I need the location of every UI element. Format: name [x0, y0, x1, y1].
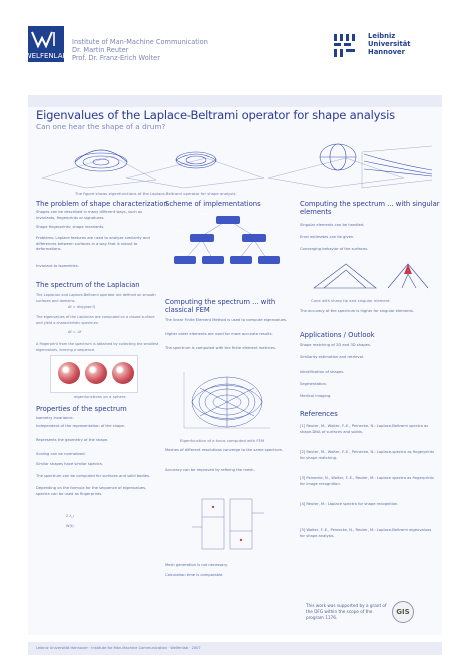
- sphere-eigenfunction-2: [85, 362, 107, 384]
- reference-5: [5] Wolter, F.-E., Peinecke, N., Reuter, M.: Laplace-Beltrami eigenvalues for shape analysis.: [300, 528, 432, 538]
- fem-bullet-5: Accuracy can be improved by refining the mesh.: [165, 468, 255, 472]
- laplacian-paragraph-2: The eigenvalues of the Laplacian are computed on a closed surface and yield a characteristic spectrum.: [36, 315, 155, 326]
- laplacian-formula-2: Δf = -λf: [68, 330, 82, 334]
- university-name: [368, 32, 411, 57]
- properties-formula-2: W(t): [66, 524, 74, 528]
- shape-characterization-bullet-3: Problems: Laplace features are used to analyze similarity and differences between surfaces in a way that is robust to deformations.: [36, 236, 150, 252]
- section-title-properties: Properties of the spectrum: [36, 405, 127, 413]
- fem-bullet-2: Higher order elements are used for more accurate results.: [165, 332, 273, 336]
- laplacian-paragraph-3: A fingerprint from the spectrum is obtained by collecting the smallest eigenvalues, forming a sequence.: [36, 342, 159, 353]
- funding-note: This work was supported by a grant of the DFG within the scope of the program 1176.: [306, 603, 387, 620]
- section-title-singular: Computing the spectrum ... with singular elements: [300, 200, 440, 216]
- fem-bullet-1: The linear Finite Element Method is used to compute eigenvalues.: [165, 318, 288, 322]
- sphere-caption: eigenfunctions on a sphere: [74, 394, 126, 399]
- shape-characterization-bullet-1: Shapes can be described in many different ways, such as invariants, fingerprints or signatures.: [36, 210, 143, 220]
- section-title-shape-characterization: The problem of shape characterization: [36, 200, 168, 208]
- shape-characterization-bullet-4: Invariant to isometries.: [36, 264, 79, 268]
- fem-bullet-6: Mesh generation is not necessary.: [165, 563, 228, 567]
- scheme-node-2d: 2D: [236, 252, 241, 256]
- scheme-node-3d: 3D: [264, 252, 269, 256]
- section-title-references: References: [300, 410, 338, 418]
- professor-name: Prof. Dr. Franz-Erich Wolter: [72, 54, 160, 62]
- properties-bullet-7: Depending on the formula for the sequence of eigenvalues, spectra can be used as fingerprints.: [36, 486, 147, 496]
- reference-2: [2] Reuter, M., Wolter, F.-E., Peinecke, N.: Laplace-spectra as fingerprints for shape matching.: [300, 450, 435, 460]
- singular-elements-diagram: [306, 256, 434, 296]
- application-bullet-4: Segmentation.: [300, 382, 328, 386]
- welfenlab-mark-icon: [30, 28, 62, 50]
- shape-characterization-bullet-2: Shape fingerprints: shape invariants.: [36, 225, 105, 229]
- properties-bullet-3: Represents the geometry of the shape.: [36, 438, 109, 442]
- university-line-1: Leibniz: [368, 32, 396, 40]
- implementation-scheme-diagram: [168, 210, 288, 280]
- figure-caption: The figure shows eigenfunctions of the Laplace-Beltrami operator for shape analysis.: [75, 191, 237, 196]
- fem-bullet-3: The spectrum is computed with the finite element matrices.: [165, 346, 276, 350]
- properties-bullet-6: The spectrum can be computed for surfaces and solid bodies.: [36, 474, 151, 478]
- application-bullet-3: Identification of shapes.: [300, 370, 345, 374]
- scheme-node-mesh: Mesh: [199, 212, 209, 216]
- section-title-laplacian: The spectrum of the Laplacian: [36, 281, 140, 289]
- laplacian-paragraph-1: The Laplacian and Laplace-Beltrami operator are defined on smooth surfaces and domains.: [36, 293, 156, 304]
- university-line-3: Hannover: [368, 48, 406, 57]
- section-title-applications: Applications / Outlook: [300, 331, 375, 339]
- properties-bullet-2: Independent of the representation of the shape.: [36, 424, 125, 428]
- footer-text: Leibniz Universität Hannover · Institute for Man-Machine Communication · Welfenlab · 2007: [36, 646, 201, 650]
- scheme-node-solid: Solid: [205, 252, 214, 256]
- singular-bullet-3: Converging behavior of the surfaces.: [300, 247, 369, 251]
- properties-bullet-5: Similar shapes have similar spectra.: [36, 462, 103, 466]
- scheme-node-fem: FEM: [175, 230, 183, 234]
- torus-eigenfunction-plot: [182, 370, 272, 434]
- application-bullet-2: Similarity estimation and retrieval.: [300, 355, 365, 359]
- scheme-node-surface: Surface: [176, 252, 190, 256]
- fem-bullet-7: Calculation time is comparable.: [165, 573, 224, 577]
- reference-4: [4] Reuter, M.: Laplace spectra for shape recognition.: [300, 502, 399, 506]
- institute-name: Institute of Man-Machine Communication: [72, 38, 208, 46]
- application-bullet-5: Medical imaging.: [300, 394, 332, 398]
- torus-caption: Eigenfunction of a torus computed with FEM: [180, 438, 265, 443]
- properties-formula-1: Σ λ_i: [66, 514, 75, 518]
- singular-note: The accuracy of the spectrum is higher for singular elements.: [300, 309, 414, 313]
- fem-bullet-4: Meshes of different resolutions converge to the same spectrum.: [165, 448, 284, 452]
- sphere-eigenfunction-3: [112, 362, 134, 384]
- logo-caption: WELFENLAB: [24, 52, 68, 60]
- luh-logo-icon: [332, 32, 360, 60]
- singular-bullet-2: Error estimates can be given.: [300, 235, 355, 239]
- poster-top-band: [28, 95, 442, 107]
- singular-bullet-1: Singular elements can be handled.: [300, 223, 365, 227]
- author-name: Dr. Martin Reuter: [72, 46, 129, 54]
- header: [0, 0, 468, 78]
- reference-1: [1] Reuter, M., Wolter, F.-E., Peinecke, N.: Laplace-Beltrami spectra as shape-DNA of surfaces and solids.: [300, 424, 429, 434]
- section-title-fem: Computing the spectrum ... with classical FEM: [165, 298, 276, 314]
- singular-caption: Cone with sharp tip and singular element: [311, 298, 390, 303]
- sphere-eigenfunction-1: [58, 362, 80, 384]
- singular-shape-diagram: [184, 493, 274, 557]
- section-title-implementations: Scheme of implementations: [165, 200, 261, 208]
- poster-title: Eigenvalues of the Laplace-Beltrami operator for shape analysis: [36, 108, 395, 122]
- properties-bullet-1: Isometry invariance.: [36, 416, 74, 420]
- gis-logo: GIS: [392, 601, 414, 623]
- application-bullet-1: Shape matching of 2D and 3D shapes.: [300, 343, 372, 347]
- reference-3: [3] Peinecke, N., Wolter, F.-E., Reuter, M.: Laplace spectra as fingerprints for image recognition.: [300, 476, 434, 486]
- properties-bullet-4: Scaling can be normalized.: [36, 452, 86, 456]
- laplacian-formula-1: Δf = div(grad f): [68, 305, 96, 309]
- scheme-node-spectrum: Spectrum: [244, 230, 261, 234]
- poster-subtitle: Can one hear the shape of a drum?: [36, 122, 166, 131]
- institute-block: [72, 38, 208, 62]
- university-line-2: Universität: [368, 40, 411, 49]
- eigenfunction-figure-strip: [36, 136, 438, 192]
